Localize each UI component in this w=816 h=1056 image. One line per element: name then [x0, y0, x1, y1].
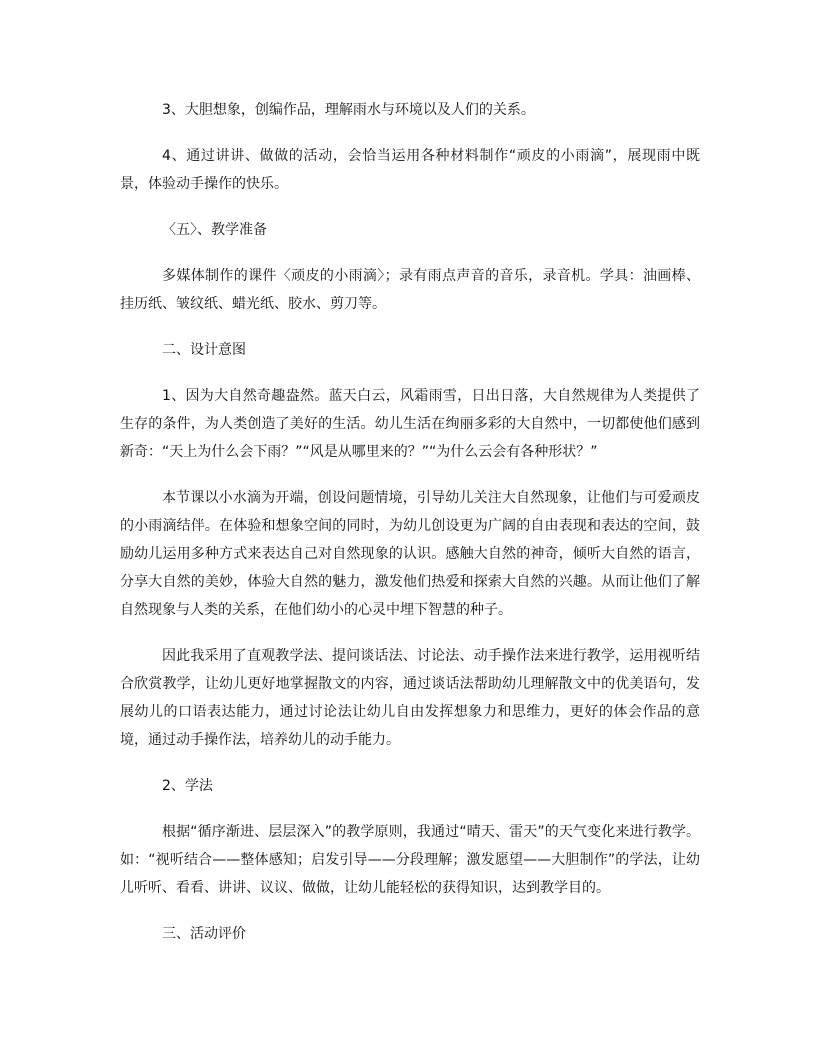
section-heading-design-intent: 二、设计意图 [162, 342, 246, 358]
section-heading-evaluation: 三、活动评价 [162, 926, 246, 942]
paragraph-design-intent-2: 本节课以小水滴为开端，创设问题情境，引导幼儿关注大自然现象，让他们与可爱顽皮的小雨滴结伴。在体验和想象空间的同时，为幼儿创设更为广阔的自由表现和表达的空间，鼓励幼儿运用多种方式来表达自己对自然现象的认识。感触大自然的神奇，倾听大自然的语言，分享大自然的美妙，体验大自然的魅力，激发他们热爱和探索大自然的兴趣。从而让他们了解自然现象与人类的关系，在他们幼小的心灵中埋下智慧的种子。 [120, 490, 700, 618]
paragraph-goal-3: 3、大胆想象，创编作品，理解雨水与环境以及人们的关系。 [162, 102, 535, 118]
paragraph-teaching-methods: 因此我采用了直观教学法、提问谈话法、讨论法、动手操作法来进行教学，运用视听结合欣赏教学，让幼儿更好地掌握散文的内容，通过谈话法帮助幼儿理解散文中的优美语句，发展幼儿的口语表达能力，通过讨论法让幼儿自由发挥想象力和思维力，更好的体会作品的意境，通过动手操作法，培养幼儿的动手能力。 [120, 648, 700, 748]
document-body [120, 96, 700, 966]
paragraph-design-intent-1: 1、因为大自然奇趣盎然。蓝天白云，风霜雨雪，日出日落，大自然规律为人类提供了生存的条件，为人类创造了美好的生活。幼儿生活在绚丽多彩的大自然中，一切都使他们感到新奇：“天上为什么会下雨？”“风是从哪里来的？”“为什么云会有各种形状？” [120, 388, 700, 460]
paragraph-goal-4: 4、通过讲讲、做做的活动，会恰当运用各种材料制作“顽皮的小雨滴”，展现雨中既景，体验动手操作的快乐。 [120, 148, 700, 192]
paragraph-learning-methods: 根据“循序渐进、层层深入”的教学原则，我通过“晴天、雷天”的天气变化来进行教学。如：“视听结合——整体感知；启发引导——分段理解；激发愿望——大胆制作”的学法，让幼儿听听、看看、讲讲、议议、做做，让幼儿能轻松的获得知识，达到教学目的。 [120, 824, 700, 896]
section-heading-learning-methods: 2、学法 [162, 778, 213, 794]
paragraph-preparation: 多媒体制作的课件〈顽皮的小雨滴〉；录有雨点声音的音乐，录音机。学具：油画棒、挂历纸、皱纹纸、蜡光纸、胶水、剪刀等。 [120, 268, 700, 312]
section-heading-preparation: 〈五〉、教学准备 [162, 222, 267, 238]
